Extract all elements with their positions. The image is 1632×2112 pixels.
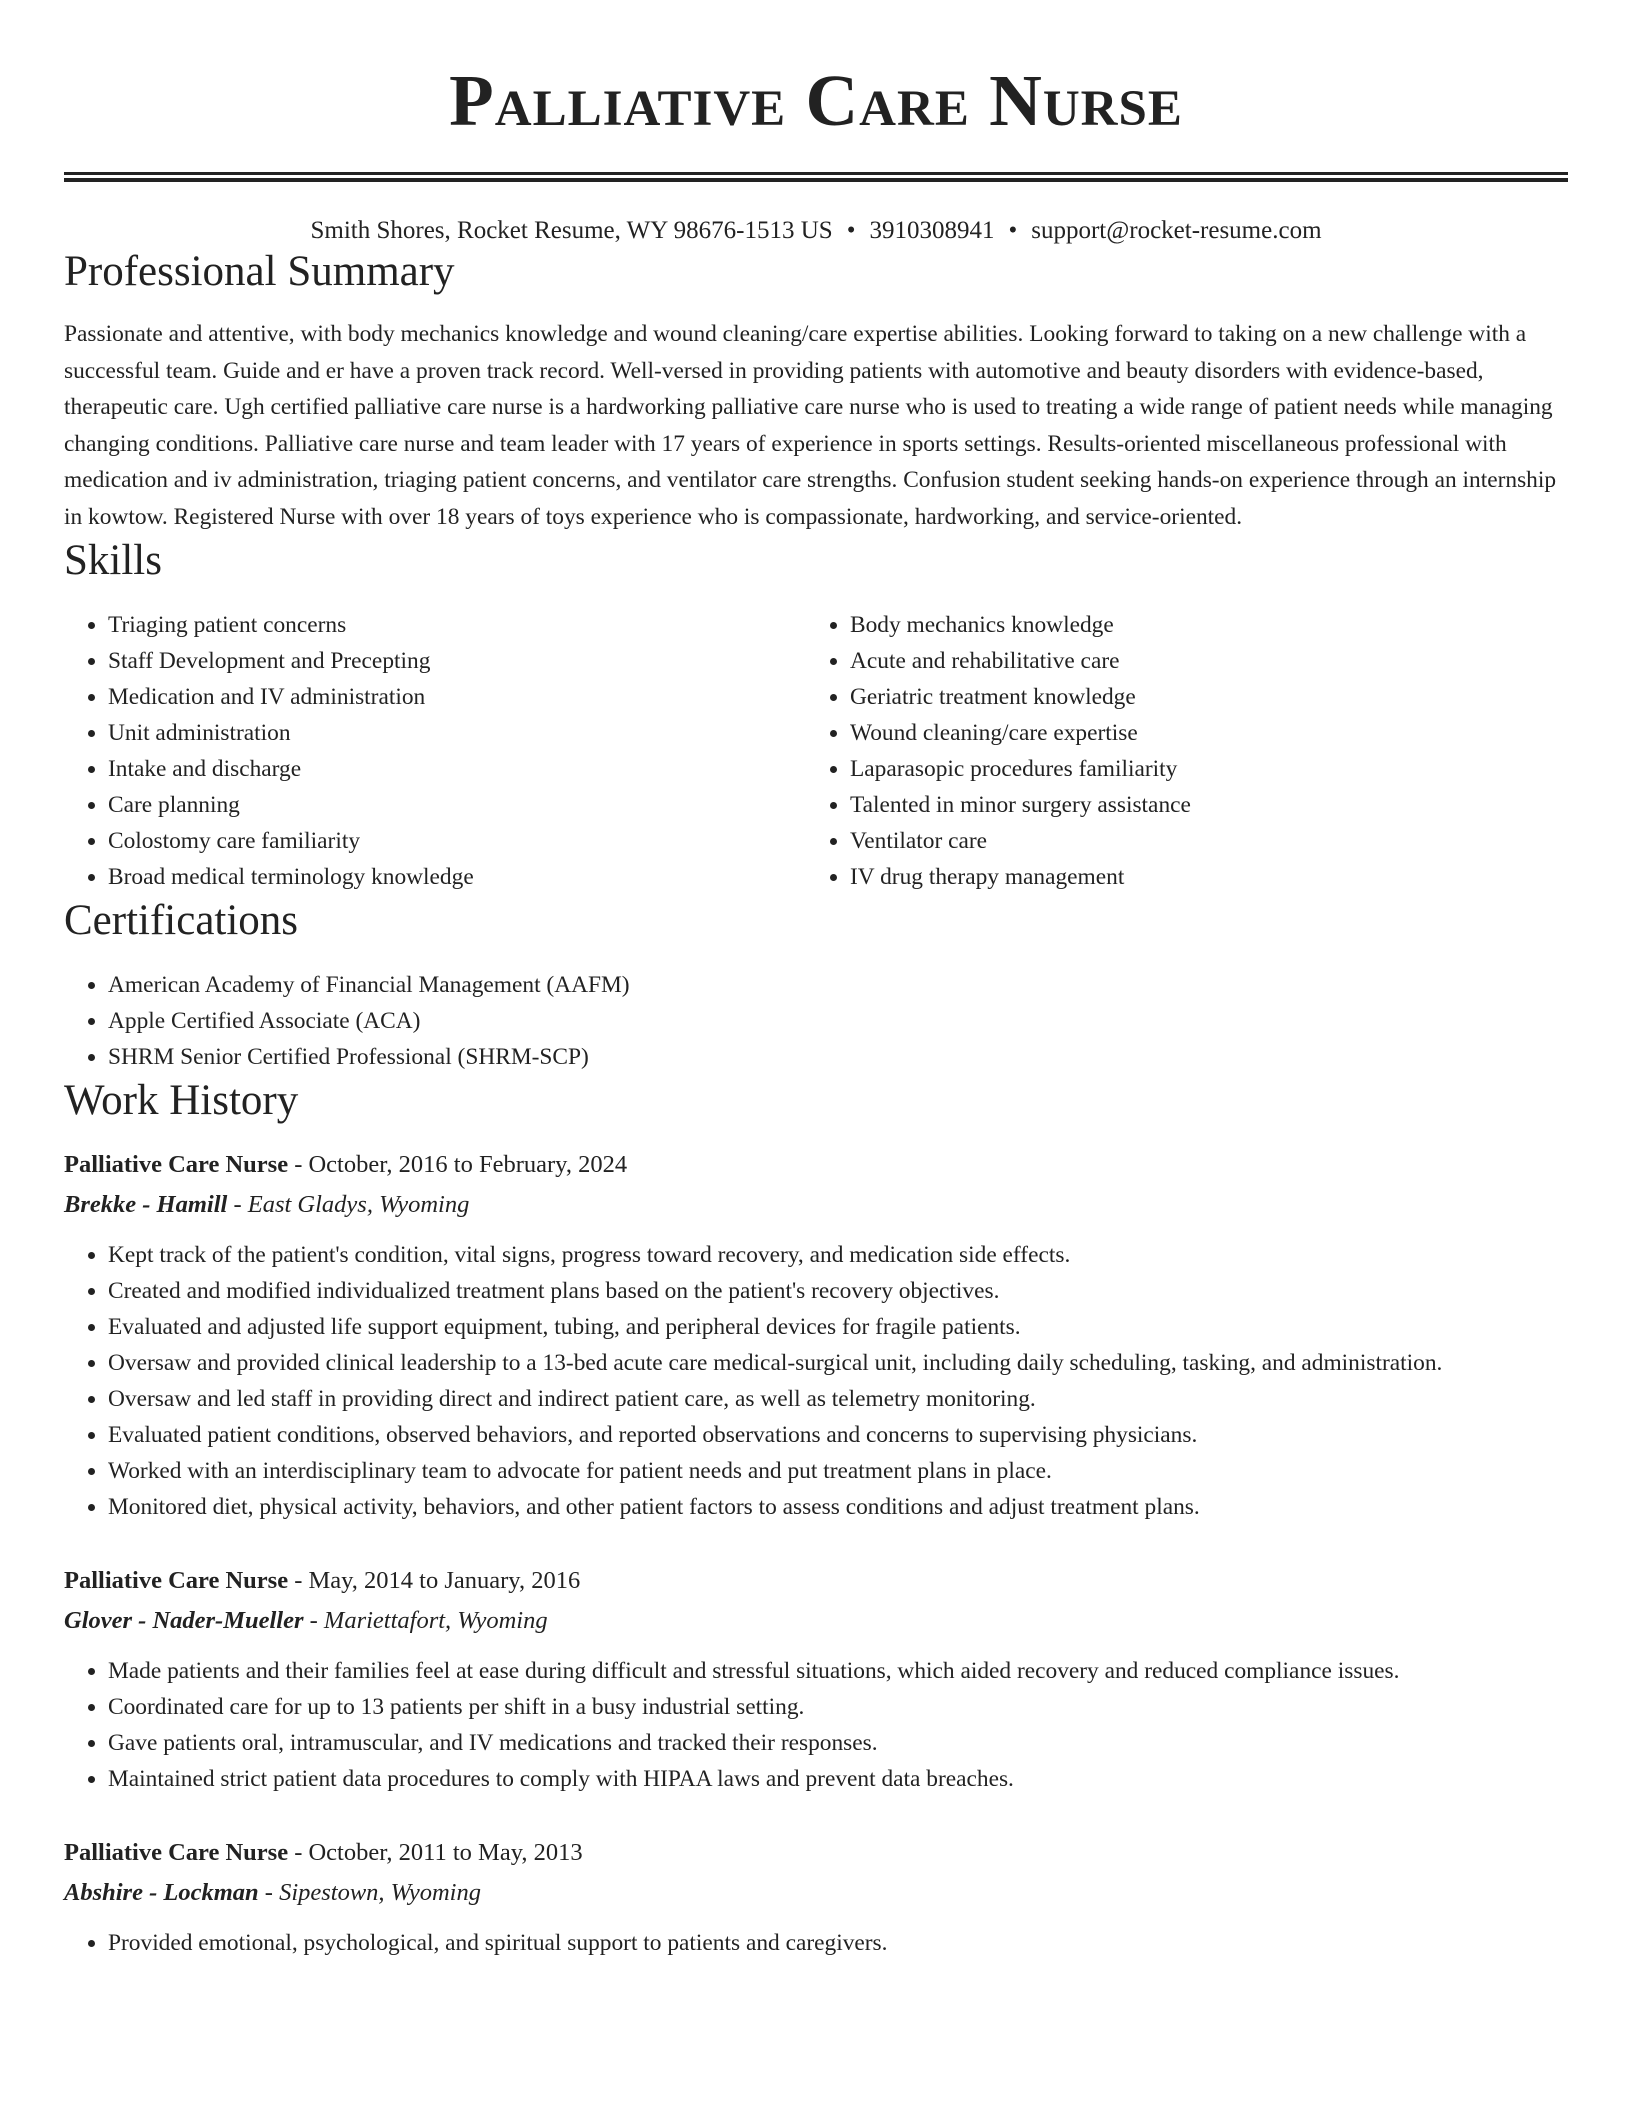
job-company-line — [64, 1873, 1568, 1913]
skill-item: • Colostomy care familiarity — [108, 823, 806, 859]
certification-item: • SHRM Senior Certified Professional (SHRM-SCP) — [108, 1039, 1568, 1075]
job-company-line — [64, 1185, 1568, 1225]
skills-left-list — [64, 607, 806, 895]
job-entry — [64, 1561, 1568, 1797]
skills-heading: Skills — [64, 537, 162, 584]
certification-item: • Apple Certified Associate (ACA) — [108, 1003, 1568, 1039]
skill-item: • Intake and discharge — [108, 751, 806, 787]
job-duty: • Provided emotional, psychological, and spiritual support to patients and caregivers. — [108, 1925, 1568, 1961]
skill-item: • Wound cleaning/care expertise — [850, 715, 1548, 751]
job-duty: • Made patients and their families feel at ease during difficult and stressful situations, which aided recovery and reduced compliance issues. — [108, 1653, 1568, 1689]
job-title: Palliative Care Nurse — [64, 1567, 289, 1594]
job-duty: • Kept track of the patient's condition, vital signs, progress toward recovery, and medication side effects. — [108, 1237, 1568, 1273]
skill-item: • IV drug therapy management — [850, 859, 1548, 895]
job-location: - Mariettafort, Wyoming — [303, 1607, 548, 1634]
skill-item: • Body mechanics knowledge — [850, 607, 1548, 643]
skill-item: • Staff Development and Precepting — [108, 643, 806, 679]
job-duty: • Coordinated care for up to 13 patients per shift in a busy industrial setting. — [108, 1689, 1568, 1725]
skill-item: • Acute and rehabilitative care — [850, 643, 1548, 679]
work-history-heading: Work History — [64, 1077, 299, 1124]
job-title: Palliative Care Nurse — [64, 1151, 289, 1178]
job-duty: • Created and modified individualized treatment plans based on the patient's recovery objectives. — [108, 1273, 1568, 1309]
skill-item: • Broad medical terminology knowledge — [108, 859, 806, 895]
job-company: Glover - Nader-Mueller — [64, 1607, 304, 1634]
contact-email[interactable]: support@rocket-resume.com — [1031, 217, 1322, 244]
job-duty: • Evaluated patient conditions, observed behaviors, and reported observations and concerns to supervising physicians. — [108, 1417, 1568, 1453]
job-dates: - October, 2011 to May, 2013 — [288, 1839, 583, 1866]
contact-phone: 3910308941 — [869, 217, 995, 244]
certification-item: • American Academy of Financial Management (AAFM) — [108, 967, 1568, 1003]
job-company: Abshire - Lockman — [64, 1879, 259, 1906]
skill-item: • Ventilator care — [850, 823, 1548, 859]
job-location: - Sipestown, Wyoming — [258, 1879, 481, 1906]
job-location: - East Gladys, Wyoming — [227, 1191, 470, 1218]
job-duty: • Oversaw and provided clinical leadership to a 13-bed acute care medical-surgical unit, including daily scheduling, tasking, and administration. — [108, 1345, 1568, 1381]
skills-right-list — [806, 607, 1548, 895]
job-company: Brekke - Hamill — [64, 1191, 228, 1218]
job-title-line — [64, 1145, 1568, 1185]
skill-item: • Talented in minor surgery assistance — [850, 787, 1548, 823]
summary-heading: Professional Summary — [64, 248, 455, 295]
job-duty: • Maintained strict patient data procedures to comply with HIPAA laws and prevent data breaches. — [108, 1761, 1568, 1797]
job-duties-list — [64, 1653, 1568, 1797]
job-duties-list — [64, 1237, 1568, 1525]
job-entry — [64, 1833, 1568, 1961]
job-duty: • Gave patients oral, intramuscular, and IV medications and tracked their responses. — [108, 1725, 1568, 1761]
certifications-heading: Certifications — [64, 897, 299, 944]
certifications-list — [64, 967, 1568, 1075]
job-title-line — [64, 1833, 1568, 1873]
contact-line — [64, 216, 1568, 246]
job-dates: - May, 2014 to January, 2016 — [288, 1567, 581, 1594]
job-dates: - October, 2016 to February, 2024 — [288, 1151, 628, 1178]
contact-separator: • — [846, 217, 856, 244]
contact-address: Smith Shores, Rocket Resume, WY 98676-1513 US — [310, 217, 833, 244]
skill-item: • Triaging patient concerns — [108, 607, 806, 643]
skill-item: • Unit administration — [108, 715, 806, 751]
resume-name: Palliative Care Nurse — [449, 60, 1183, 141]
job-duty: • Oversaw and led staff in providing direct and indirect patient care, as well as telemetry monitoring. — [108, 1381, 1568, 1417]
skill-item: • Medication and IV administration — [108, 679, 806, 715]
job-company-line — [64, 1601, 1568, 1641]
job-duties-list — [64, 1925, 1568, 1961]
job-duty: • Monitored diet, physical activity, behaviors, and other patient factors to assess conditions and adjust treatment plans. — [108, 1489, 1568, 1525]
job-title: Palliative Care Nurse — [64, 1839, 289, 1866]
job-entry — [64, 1145, 1568, 1525]
job-title-line — [64, 1561, 1568, 1601]
skill-item: • Geriatric treatment knowledge — [850, 679, 1548, 715]
header-divider — [64, 172, 1568, 182]
skills-columns — [64, 607, 1568, 895]
job-duty: • Evaluated and adjusted life support equipment, tubing, and peripheral devices for fragile patients. — [108, 1309, 1568, 1345]
skill-item: • Care planning — [108, 787, 806, 823]
contact-separator: • — [1008, 217, 1018, 244]
summary-text: Passionate and attentive, with body mechanics knowledge and wound cleaning/care expertise abilities. Looking forward to taking on a new challenge with a successful team. Guide and er have a proven track record. Well-versed in providing patients with automotive and beauty disorders with evidence-based, therapeutic care. Ugh certified palliative care nurse is a hardworking palliative care nurse who is used to treating a wide range of patient needs while managing changing conditions. Palliative care nurse and team leader with 17 years of experience in sports settings. Results-oriented miscellaneous professional with medication and iv administration, triaging patient concerns, and ventilator care strengths. Confusion student seeking hands-on experience through an internship in kowtow. Registered Nurse with over 18 years of toys experience who is compassionate, hardworking, and service-oriented. — [64, 321, 1557, 530]
job-duty: • Worked with an interdisciplinary team to advocate for patient needs and put treatment plans in place. — [108, 1453, 1568, 1489]
skill-item: • Laparasopic procedures familiarity — [850, 751, 1548, 787]
